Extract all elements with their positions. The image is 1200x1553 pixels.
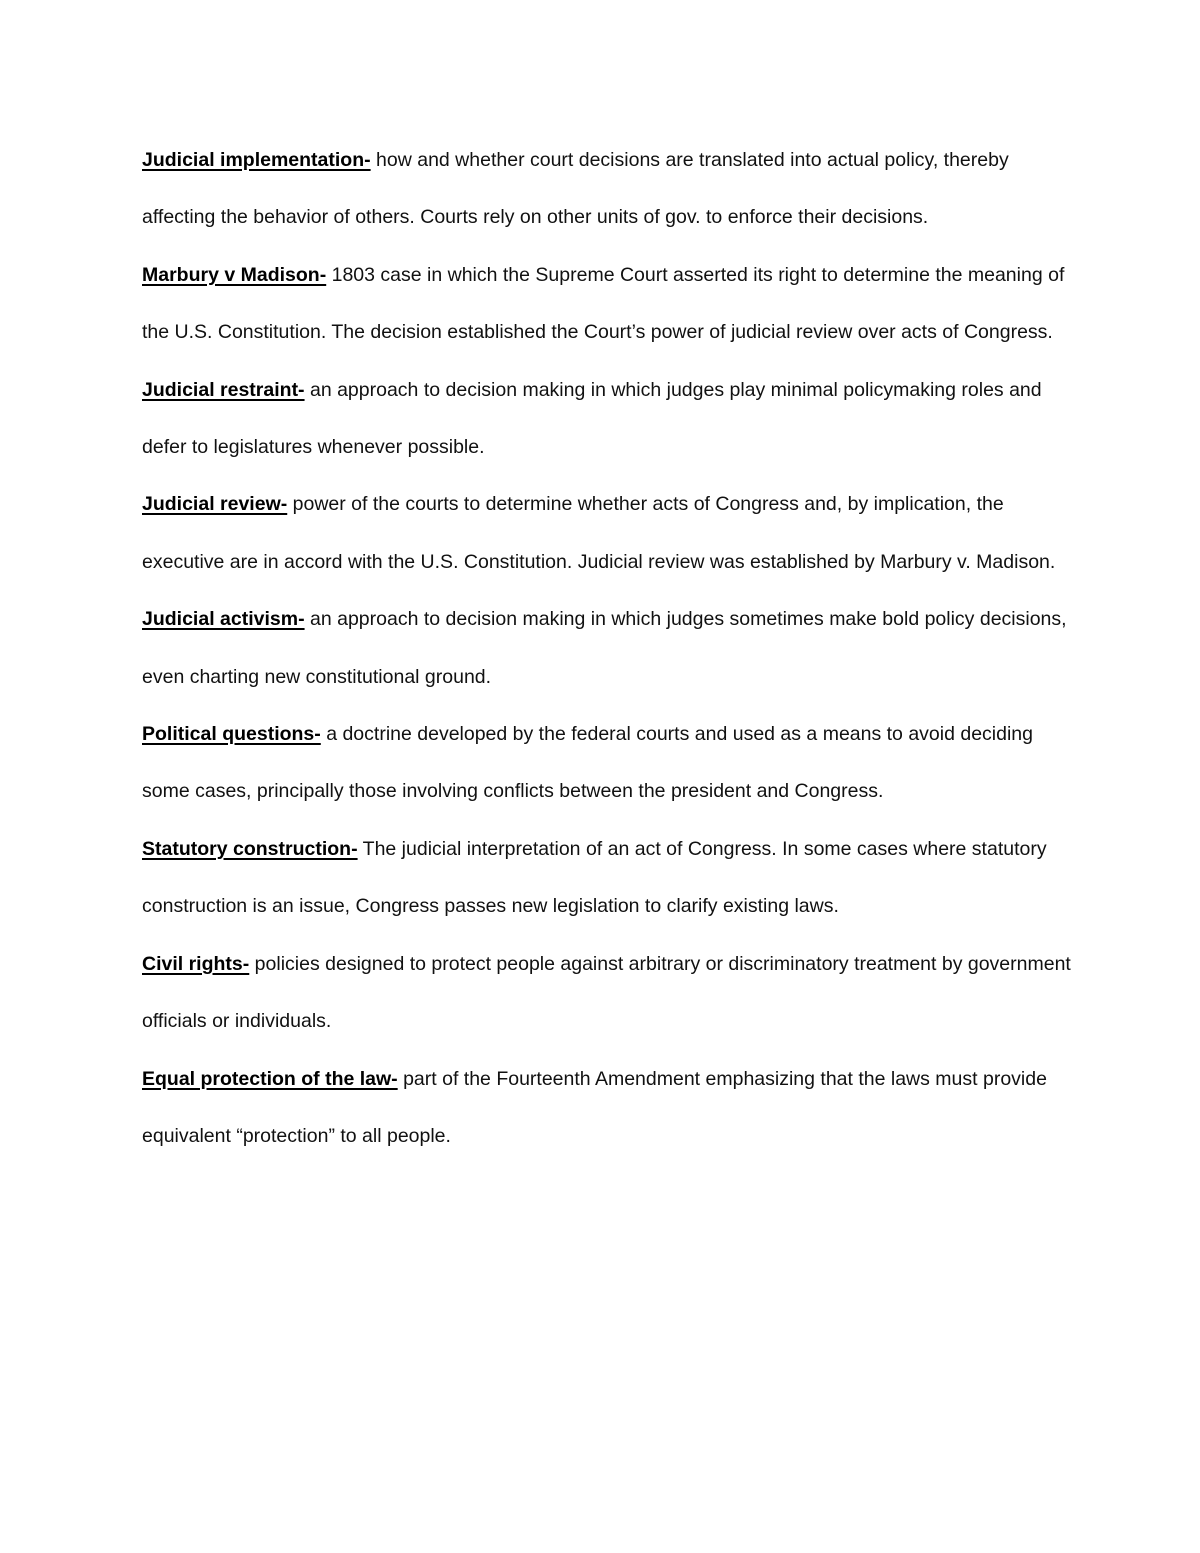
glossary-definition: policies designed to protect people against arbitrary or discriminatory treatment by government officials or individuals. (142, 952, 1071, 1033)
glossary-entry-equal-protection (142, 1051, 1072, 1166)
glossary-definition: how and whether court decisions are translated into actual policy, thereby affecting the behavior of others. Courts rely on other units of gov. to enforce their decisions. (142, 149, 1009, 229)
glossary-definition: 1803 case in which the Supreme Court asserted its right to determine the meaning of the U.S. Constitution. The decision established the Court’s power of judicial review over acts of Congress. (142, 263, 1065, 344)
glossary-entry-statutory-construction (142, 821, 1072, 936)
glossary-entry-political-questions (142, 706, 1072, 821)
glossary-definition: power of the courts to determine whether acts of Congress and, by implication, the executive are in accord with the U.S. Constitution. Judicial review was established by Marbury v. Madison. (142, 493, 1056, 573)
glossary-entry-marbury-v-madison (142, 247, 1072, 362)
glossary-term: Marbury v Madison- (142, 263, 327, 286)
glossary-term: Statutory construction- (142, 837, 358, 860)
glossary-term: Judicial review- (142, 493, 288, 516)
glossary-term: Judicial restraint- (142, 378, 305, 401)
glossary-definition: part of the Fourteenth Amendment emphasizing that the laws must provide equivalent “protection” to all people. (142, 1067, 1047, 1147)
glossary-term: Civil rights- (142, 952, 250, 975)
glossary-term: Political questions- (142, 723, 321, 746)
glossary-entry-judicial-review (142, 476, 1072, 591)
glossary-definition: a doctrine developed by the federal courts and used as a means to avoid deciding some cases, principally those involving conflicts between the president and Congress. (142, 723, 1033, 803)
glossary-entry-civil-rights (142, 936, 1072, 1051)
glossary-body (142, 132, 1072, 1165)
glossary-entry-judicial-restraint (142, 362, 1072, 477)
glossary-entry-judicial-activism (142, 591, 1072, 706)
glossary-definition: The judicial interpretation of an act of Congress. In some cases where statutory construction is an issue, Congress passes new legislation to clarify existing laws. (142, 837, 1047, 918)
glossary-term: Equal protection of the law- (142, 1067, 398, 1090)
glossary-term: Judicial implementation- (142, 149, 371, 171)
glossary-entry-judicial-implementation (142, 132, 1072, 247)
glossary-term: Judicial activism- (142, 608, 305, 631)
glossary-definition: an approach to decision making in which judges play minimal policymaking roles and defer to legislatures whenever possible. (142, 378, 1042, 459)
glossary-definition: an approach to decision making in which judges sometimes make bold policy decisions, even charting new constitutional ground. (142, 608, 1067, 688)
